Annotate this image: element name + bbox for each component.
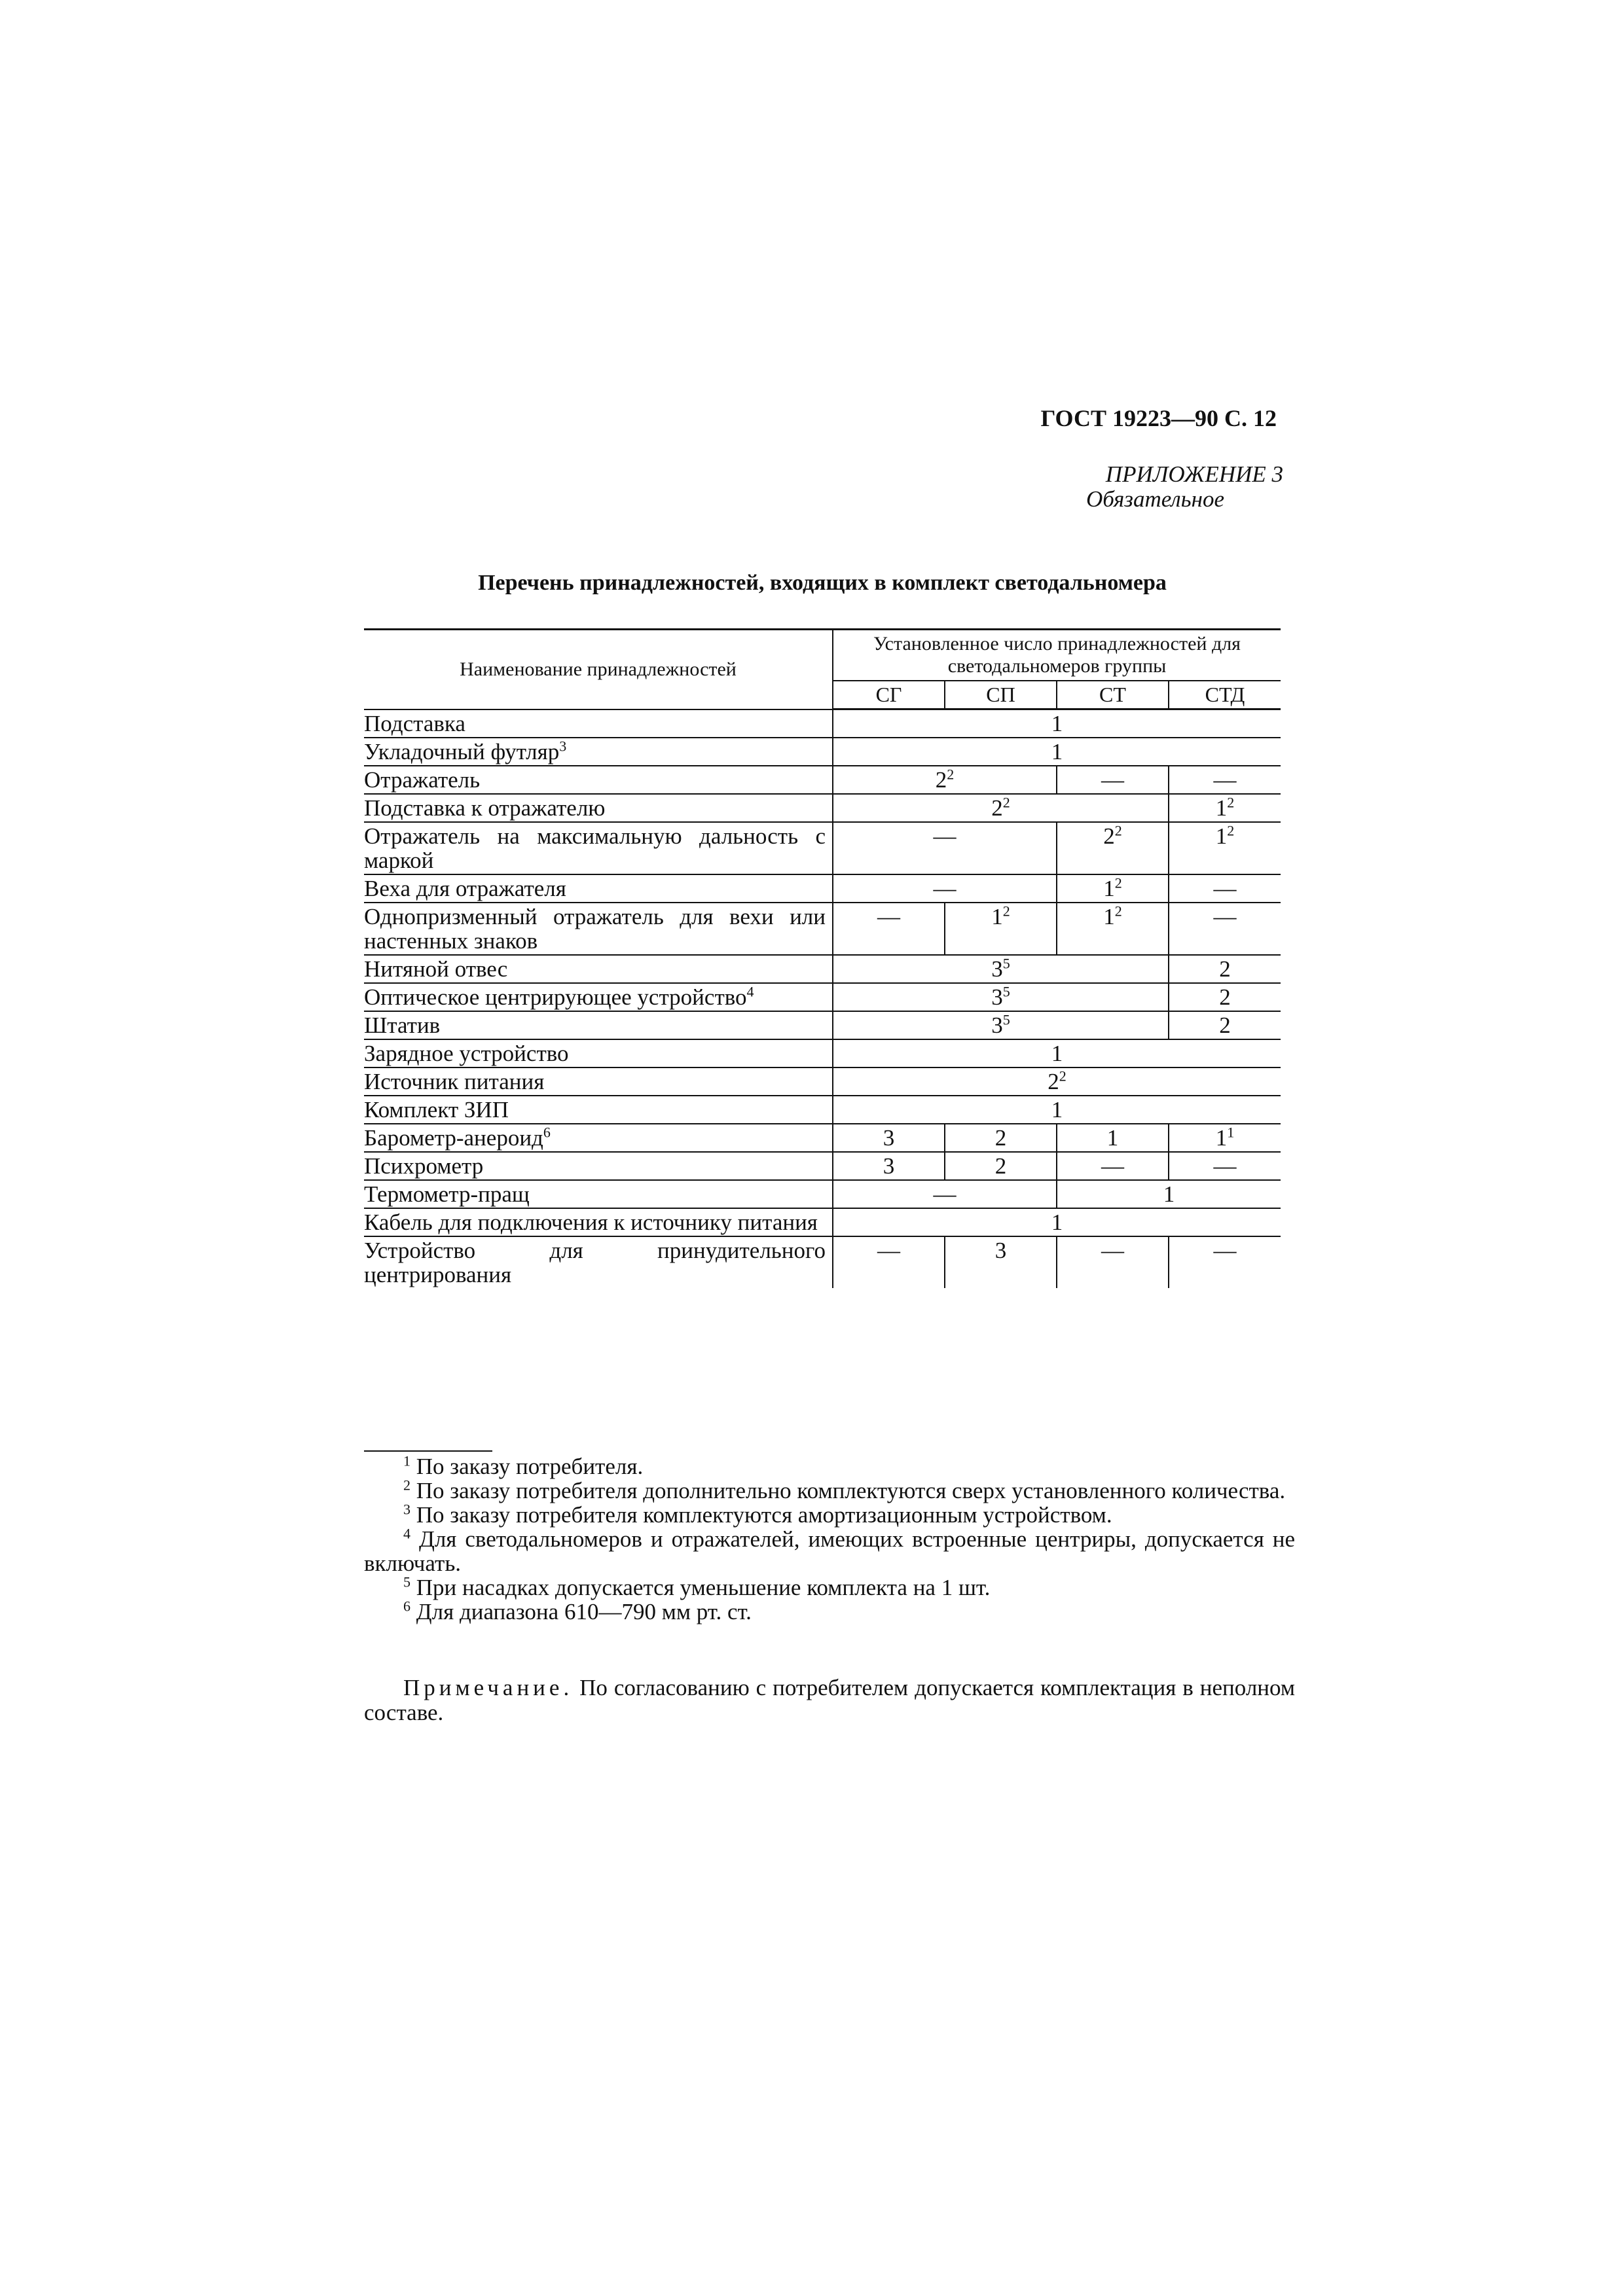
accessory-name-cell (364, 983, 833, 1011)
table-row (364, 983, 1281, 1011)
table-row (364, 766, 1281, 794)
quantity-value: — (1213, 1153, 1237, 1179)
accessory-name: Однопризменный отражатель для вехи или настенных знаков (364, 904, 826, 954)
quantity-value: 2 (991, 795, 1003, 821)
quantity-cell (833, 1067, 1281, 1096)
quantity-cell (833, 794, 1169, 822)
table-row (364, 709, 1281, 738)
table-body (364, 709, 1281, 1289)
quantity-footnote-mark: 2 (1114, 822, 1122, 839)
header-accessory-name: Наименование принадлежностей (364, 630, 833, 709)
accessory-name: Отражатель на максимальную дальность с маркой (364, 823, 826, 873)
footnote (364, 1575, 1295, 1600)
quantity-value: 3 (994, 1238, 1007, 1263)
quantity-cell (833, 1011, 1169, 1039)
accessory-name-cell (364, 822, 833, 874)
quantity-cell (833, 1124, 945, 1152)
quantity-value: 1 (1051, 1097, 1063, 1122)
quantity-cell (833, 1208, 1281, 1236)
table-row (364, 1236, 1281, 1288)
accessory-name: Барометр-анероид (364, 1125, 543, 1151)
footnote (364, 1503, 1295, 1527)
footnotes (364, 1454, 1295, 1624)
accessory-name-cell (364, 709, 833, 738)
footnote-text: Для светодальномеров и отражателей, имеющих встроенные центриры, допускается не включать. (364, 1526, 1296, 1576)
quantity-footnote-mark: 2 (1002, 903, 1010, 920)
quantity-footnote-mark: 5 (1002, 1011, 1010, 1028)
quantity-value: 1 (1051, 1041, 1063, 1066)
footnote-divider (364, 1450, 492, 1452)
accessory-name: Подставка (364, 710, 465, 736)
quantity-cell (833, 1180, 1057, 1208)
quantity-cell (833, 1039, 1281, 1067)
footnote-number: 3 (403, 1501, 410, 1518)
accessory-name: Оптическое центрирующее устройство (364, 984, 747, 1010)
quantity-cell (1169, 983, 1281, 1011)
quantity-cell (1169, 1236, 1281, 1288)
accessory-name: Нитяной отвес (364, 956, 508, 982)
quantity-footnote-mark: 2 (1002, 794, 1010, 811)
footnote-number: 1 (403, 1452, 410, 1469)
footnote-text: При насадках допускается уменьшение комплекта на 1 шт. (416, 1575, 991, 1600)
accessory-name-cell (364, 874, 833, 903)
accessory-name: Устройство для принудительного центрирования (364, 1238, 826, 1287)
quantity-cell (945, 1152, 1057, 1180)
accessory-name: Психрометр (364, 1153, 484, 1179)
accessory-name-cell (364, 1180, 833, 1208)
quantity-value: 3 (883, 1153, 895, 1179)
header-group-sp: СП (945, 681, 1057, 709)
quantity-value: 1 (1106, 1125, 1119, 1151)
quantity-cell (1057, 822, 1169, 874)
footnote-number: 6 (403, 1598, 410, 1615)
quantity-cell (1057, 903, 1169, 955)
accessories-table (364, 628, 1281, 1288)
quantity-cell (833, 766, 1057, 794)
footnote-mark: 4 (746, 983, 754, 1000)
table-row (364, 903, 1281, 955)
quantity-footnote-mark: 2 (1059, 1067, 1067, 1085)
table-row (364, 1096, 1281, 1124)
quantity-value: — (1213, 767, 1237, 793)
table-row (364, 738, 1281, 766)
quantity-value: 3 (883, 1125, 895, 1151)
table-row (364, 1039, 1281, 1067)
quantity-cell (1169, 1124, 1281, 1152)
accessory-name-cell (364, 1011, 833, 1039)
quantity-value: — (1101, 1238, 1124, 1263)
quantity-footnote-mark: 2 (1227, 794, 1235, 811)
quantity-cell (1169, 955, 1281, 983)
quantity-value: 1 (991, 904, 1003, 929)
quantity-value: 1 (1103, 876, 1115, 901)
quantity-value: — (933, 1181, 957, 1207)
quantity-cell (833, 738, 1281, 766)
footnote (364, 1527, 1295, 1575)
quantity-value: — (933, 876, 957, 901)
accessory-name: Термометр-пращ (364, 1181, 530, 1207)
accessory-name-cell (364, 766, 833, 794)
accessory-name-cell (364, 1039, 833, 1067)
accessory-name: Подставка к отражателю (364, 795, 606, 821)
quantity-value: 2 (1219, 984, 1231, 1010)
table-row (364, 1067, 1281, 1096)
accessory-name-cell (364, 1236, 833, 1288)
quantity-cell (1169, 766, 1281, 794)
note (364, 1676, 1295, 1725)
quantity-value: — (1213, 876, 1237, 901)
table-title: Перечень принадлежностей, входящих в комплект светодальномера (478, 571, 1167, 595)
accessory-name-cell (364, 1124, 833, 1152)
note-label: Примечание. (403, 1675, 574, 1700)
quantity-cell (1169, 874, 1281, 903)
quantity-cell (833, 903, 945, 955)
quantity-value: — (1213, 1238, 1237, 1263)
accessory-name-cell (364, 955, 833, 983)
accessory-name: Комплект ЗИП (364, 1097, 509, 1122)
quantity-cell (833, 1152, 945, 1180)
quantity-footnote-mark: 5 (1002, 955, 1010, 972)
quantity-value: — (1101, 767, 1124, 793)
quantity-cell (833, 955, 1169, 983)
quantity-value: 1 (1215, 823, 1228, 849)
footnote-number: 5 (403, 1573, 410, 1590)
quantity-value: 1 (1163, 1181, 1175, 1207)
quantity-value: — (1101, 1153, 1124, 1179)
accessory-name-cell (364, 1096, 833, 1124)
accessory-name: Веха для отражателя (364, 876, 566, 901)
footnote-text: По заказу потребителя. (416, 1454, 644, 1479)
footnote-text: По заказу потребителя дополнительно комплектуются сверх установленного количества. (416, 1478, 1286, 1503)
appendix-status: Обязательное (1086, 486, 1224, 512)
quantity-cell (945, 1236, 1057, 1288)
quantity-cell (833, 874, 1057, 903)
footnote-number: 4 (403, 1525, 410, 1542)
quantity-value: 1 (1051, 711, 1063, 736)
footnote-number: 2 (403, 1477, 410, 1494)
accessory-name-cell (364, 1152, 833, 1180)
accessory-name: Источник питания (364, 1069, 545, 1094)
quantity-footnote-mark: 1 (1227, 1124, 1235, 1141)
table-row (364, 822, 1281, 874)
accessory-name: Укладочный футляр (364, 739, 560, 764)
quantity-cell (1169, 794, 1281, 822)
quantity-value: 3 (991, 984, 1003, 1010)
table-row (364, 1011, 1281, 1039)
header-group-sg: СГ (833, 681, 945, 709)
quantity-value: 1 (1215, 1125, 1228, 1151)
footnote (364, 1600, 1295, 1624)
accessory-name-cell (364, 738, 833, 766)
quantity-footnote-mark: 2 (947, 766, 955, 783)
quantity-cell (945, 1124, 1057, 1152)
table-header-row (364, 630, 1281, 681)
quantity-footnote-mark: 2 (1114, 903, 1122, 920)
quantity-cell (1169, 1011, 1281, 1039)
quantity-cell (833, 1236, 945, 1288)
quantity-value: 3 (991, 1013, 1003, 1038)
quantity-cell (1057, 1152, 1169, 1180)
accessory-name: Отражатель (364, 767, 481, 793)
accessory-name: Зарядное устройство (364, 1041, 569, 1066)
quantity-value: 1 (1051, 1210, 1063, 1235)
table-row (364, 794, 1281, 822)
quantity-footnote-mark: 2 (1114, 874, 1122, 891)
table-row (364, 1152, 1281, 1180)
quantity-footnote-mark: 2 (1227, 822, 1235, 839)
quantity-value: 2 (994, 1153, 1007, 1179)
quantity-cell (1169, 903, 1281, 955)
quantity-cell (833, 709, 1281, 738)
footnote-mark: 6 (543, 1124, 551, 1141)
header-group-std: СТД (1169, 681, 1281, 709)
header-quantity-group: Установленное число принадлежностей для светодальномеров группы (833, 630, 1281, 681)
note-text: По согласованию с потребителем допускается комплектация в неполном составе. (364, 1675, 1295, 1725)
quantity-cell (1169, 822, 1281, 874)
quantity-value: — (1213, 904, 1237, 929)
quantity-value: 2 (1103, 823, 1115, 849)
accessory-name: Кабель для подключения к источнику питания (364, 1210, 818, 1235)
quantity-value: 2 (994, 1125, 1007, 1151)
footnote-text: По заказу потребителя комплектуются амортизационным устройством. (416, 1502, 1112, 1528)
accessory-name-cell (364, 794, 833, 822)
accessory-name-cell (364, 903, 833, 955)
quantity-cell (833, 983, 1169, 1011)
quantity-cell (945, 903, 1057, 955)
appendix-block (1008, 462, 1283, 512)
quantity-cell (1057, 1124, 1169, 1152)
quantity-cell (1057, 1180, 1281, 1208)
quantity-value: 1 (1215, 795, 1228, 821)
accessory-name-cell (364, 1067, 833, 1096)
quantity-value: 2 (1219, 1013, 1231, 1038)
quantity-cell (833, 822, 1057, 874)
accessory-name: Штатив (364, 1013, 441, 1038)
quantity-value: — (877, 1238, 900, 1263)
document-reference: ГОСТ 19223—90 С. 12 (1040, 405, 1277, 431)
table-row (364, 874, 1281, 903)
footnote (364, 1454, 1295, 1479)
footnote (364, 1479, 1295, 1503)
quantity-cell (1057, 766, 1169, 794)
quantity-value: 2 (935, 767, 947, 793)
quantity-value: 2 (1219, 956, 1231, 982)
accessory-name-cell (364, 1208, 833, 1236)
quantity-value: 3 (991, 956, 1003, 982)
quantity-cell (1169, 1152, 1281, 1180)
quantity-value: 1 (1051, 739, 1063, 764)
quantity-value: — (933, 823, 957, 849)
quantity-cell (1057, 874, 1169, 903)
table-row (364, 1124, 1281, 1152)
header-group-st: СТ (1057, 681, 1169, 709)
footnote-text: Для диапазона 610—790 мм рт. ст. (416, 1599, 752, 1624)
table-row (364, 1180, 1281, 1208)
table-row (364, 955, 1281, 983)
appendix-label: ПРИЛОЖЕНИЕ 3 (1105, 461, 1283, 487)
quantity-value: 2 (1048, 1069, 1059, 1094)
quantity-cell (1057, 1236, 1169, 1288)
quantity-value: — (877, 904, 900, 929)
table-row (364, 1208, 1281, 1236)
quantity-value: 1 (1103, 904, 1115, 929)
quantity-footnote-mark: 5 (1002, 983, 1010, 1000)
quantity-cell (833, 1096, 1281, 1124)
footnote-mark: 3 (559, 738, 567, 755)
